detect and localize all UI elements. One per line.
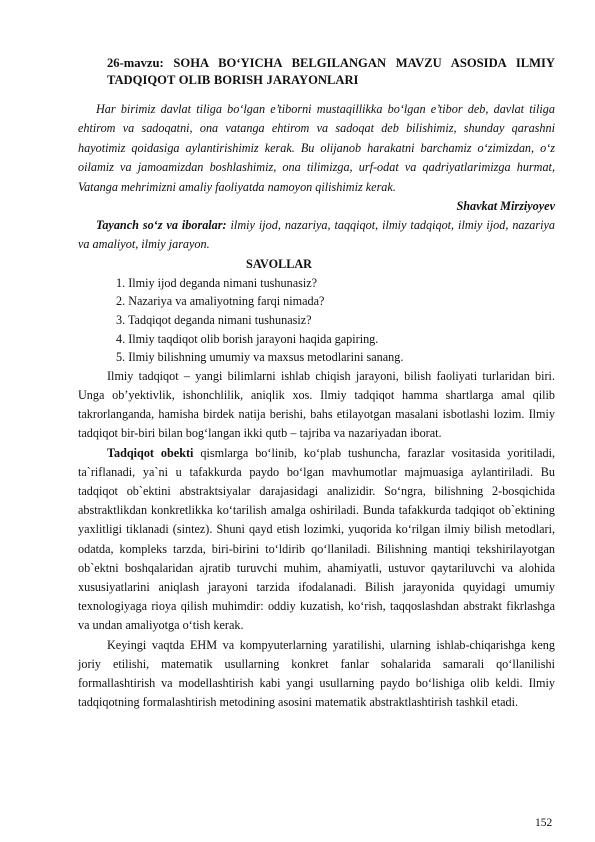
term-bold: Tadqiqot obekti [107,445,194,460]
page-content [78,55,556,712]
questions-list [116,274,555,367]
page-number: 152 [535,817,553,829]
keywords-paragraph [78,216,555,255]
question-item: 1. Ilmiy ijod deganda nimani tushunasiz? [116,275,318,290]
question-item: 5. Ilmiy bilishning umumiy va maxsus metodlarini sanang. [116,350,404,365]
epigraph: Har birimiz davlat tiliga bo‘lgan e’tiborni mustaqillikka bo‘lgan e’tibor deb, davlat tiliga ehtirom va sadoqatni, ona vatanga ehtirom va sadoqat deb bilishimiz, shunday qarashni hayotimiz qoidasiga aylantirishimiz kerak. Bu olijanob harakatni barchamiz o‘zimizdan, o‘z oilamiz va jamoamizdan boshlashimiz, ona tilimizga, urf-odat va qadriyatlarimizga hurmat, Vatanga mehrimizni amaliy faoliyatda namoyon qilishimiz kerak. [78,102,555,194]
question-item: 4. Ilmiy taqdiqot olib borish jarayoni haqida gapiring. [116,331,379,346]
keywords-text: ilmiy ijod, nazariya, taqqiqot, ilmiy tadqiqot, ilmiy ijod, nazariya va amaliyot, ilmiy jarayon. [78,218,555,252]
page-title: 26-mavzu: SOHA BO‘YICHA BELGILANGAN MAVZU ASOSIDA ILMIY TADQIQOT OLIB BORISH JARAYONLARI [107,56,555,87]
questions-heading: SAVOLLAR [246,256,312,271]
body-paragraph-1: Ilmiy tadqiqot – yangi bilimlarni ishlab chiqish jarayoni, bilish faoliyati turlaridan biri. Unga ob’yektivlik, ishonchlilik, aniqlik xos. Ilmiy tadqiqot hamma shartlarga amal qilib takrorlanganda, hamisha birdek natija berishi, bahs etilayotgan masalani isbotlashi lozim. Ilmiy tadqiqot bir-biri bilan bog‘langan ikki qutb – tajriba va nazariyadan iborat. [78,368,555,441]
keywords-label: Tayanch so‘z va iboralar: [96,218,227,233]
question-item: 3. Tadqiqot deganda nimani tushunasiz? [116,313,312,328]
body-paragraph-2 [78,444,555,636]
body-paragraph-3: Keyingi vaqtda EHM va kompyuterlarning yaratilishi, ularning ishlab-chiqarishga keng joriy etilishi, matematik usullarning konkret fanlar sohalarida samarali qo‘llanilishi formallashtirish va modellashtirish kabi yangi usullarning paydo bo‘lishiga olib keldi. Ilmiy tadqiqotning formalashtirish metodining asosini matematik abstraktlashtirish tashkil etadi. [78,637,555,710]
body-paragraph-2-text: qismlarga bo‘linib, ko‘plab tushuncha, farazlar vositasida yoritiladi, ta`riflanadi, ya`ni u tafakkurda paydo bo‘lgan mavhumotlar majmuasiga aylantiriladi. Bu tadqiqot ob`ektini abstraktsiyalar darajasidagi analizidir. So‘ngra, bilishning 2-bosqichida abstraktlikdan konkretlikka ko‘tarilish amalga oshiriladi. Bunda tafakkurda tadqiqot ob`ektining yaxlitligi tiklanadi (sintez). Shuni qayd etish lozimki, yuqorida ko‘rilgan ilmiy bilish metodlari, odatda, kompleks tarzda, biri-birini to‘ldirib qo‘llaniladi. Bilishning mantiqi tekshirilayotgan ob`ektni boshqalaridan ajratib turuvchi muhim, ahamiyatli, ustuvor qaytariluvchi va alohida xususiyatlarini aniqlash jarayoni tarzida ifodalanadi. Bilish jarayonida quyidagi umumiy texnologiyaga rioya qilish muhimdir: oddiy kuzatish, ko‘rish, taqqoslashdan abstrakt fikrlashga va undan amaliyotga o‘tish kerak. [78,445,556,633]
epigraph-author: Shavkat Mirziyoyev [456,199,555,214]
question-item: 2. Nazariya va amaliyotning farqi nimada? [116,294,325,309]
